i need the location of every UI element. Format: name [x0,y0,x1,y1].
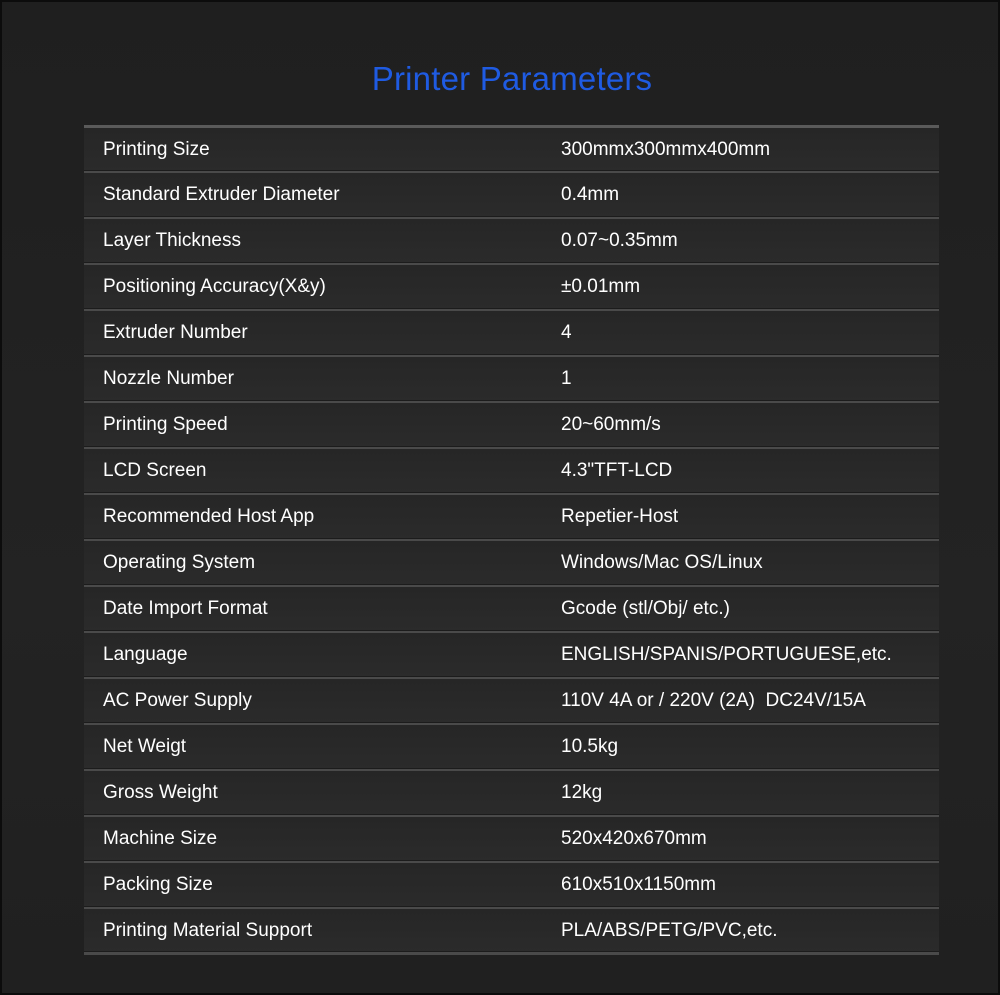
table-row [84,677,939,723]
row-label: Date Import Format [103,598,268,619]
table-row [84,585,939,631]
table-row [84,493,939,539]
row-value: 1 [561,368,572,389]
row-label: Positioning Accuracy(X&y) [103,276,326,297]
row-label: Packing Size [103,874,213,895]
row-label: Operating System [103,552,256,573]
page-title: Printer Parameters [371,60,653,97]
table-row [84,355,939,401]
row-value: 4 [561,322,572,343]
table-row [84,815,939,861]
table-row [84,125,939,171]
table-row [84,861,939,907]
row-label: Net Weigt [103,736,187,757]
table-row [84,723,939,769]
row-label: Nozzle Number [103,368,234,389]
row-value: 0.4mm [561,184,620,205]
row-value: 10.5kg [561,736,619,757]
row-value: 12kg [561,782,603,803]
row-value: 610x510x1150mm [561,874,716,895]
row-value: 110V 4A or / 220V (2A) DC24V/15A [561,690,866,711]
row-label: Recommended Host App [103,506,315,527]
row-label: Gross Weight [103,782,218,803]
row-label: Standard Extruder Diameter [103,184,340,205]
table-row [84,171,939,217]
row-value: 300mmx300mmx400mm [561,139,771,160]
table-row [84,263,939,309]
row-label: Layer Thickness [103,230,241,251]
row-value: 520x420x670mm [561,828,707,849]
table-row [84,447,939,493]
row-label: Printing Material Support [103,920,313,941]
row-value: Windows/Mac OS/Linux [561,552,763,573]
row-value: PLA/ABS/PETG/PVC,etc. [561,920,778,941]
parameters-table [84,125,939,955]
row-label: LCD Screen [103,460,207,481]
row-label: Machine Size [103,828,218,849]
table-row [84,769,939,815]
row-label: Extruder Number [103,322,248,343]
row-value: 20~60mm/s [561,414,661,435]
row-value: ±0.01mm [561,276,641,297]
row-label: AC Power Supply [103,690,252,711]
row-label: Language [103,644,188,665]
row-label: Printing Speed [103,414,228,435]
row-value: 0.07~0.35mm [561,230,678,251]
row-label: Printing Size [103,139,210,160]
row-value: Gcode (stl/Obj/ etc.) [561,598,730,619]
row-value: Repetier-Host [561,506,679,527]
table-row [84,309,939,355]
row-value: 4.3"TFT-LCD [561,460,673,481]
table-row [84,907,939,955]
row-value: ENGLISH/SPANIS/PORTUGUESE,etc. [561,644,892,665]
table-row [84,631,939,677]
table-row [84,401,939,447]
table-row [84,539,939,585]
table-row [84,217,939,263]
